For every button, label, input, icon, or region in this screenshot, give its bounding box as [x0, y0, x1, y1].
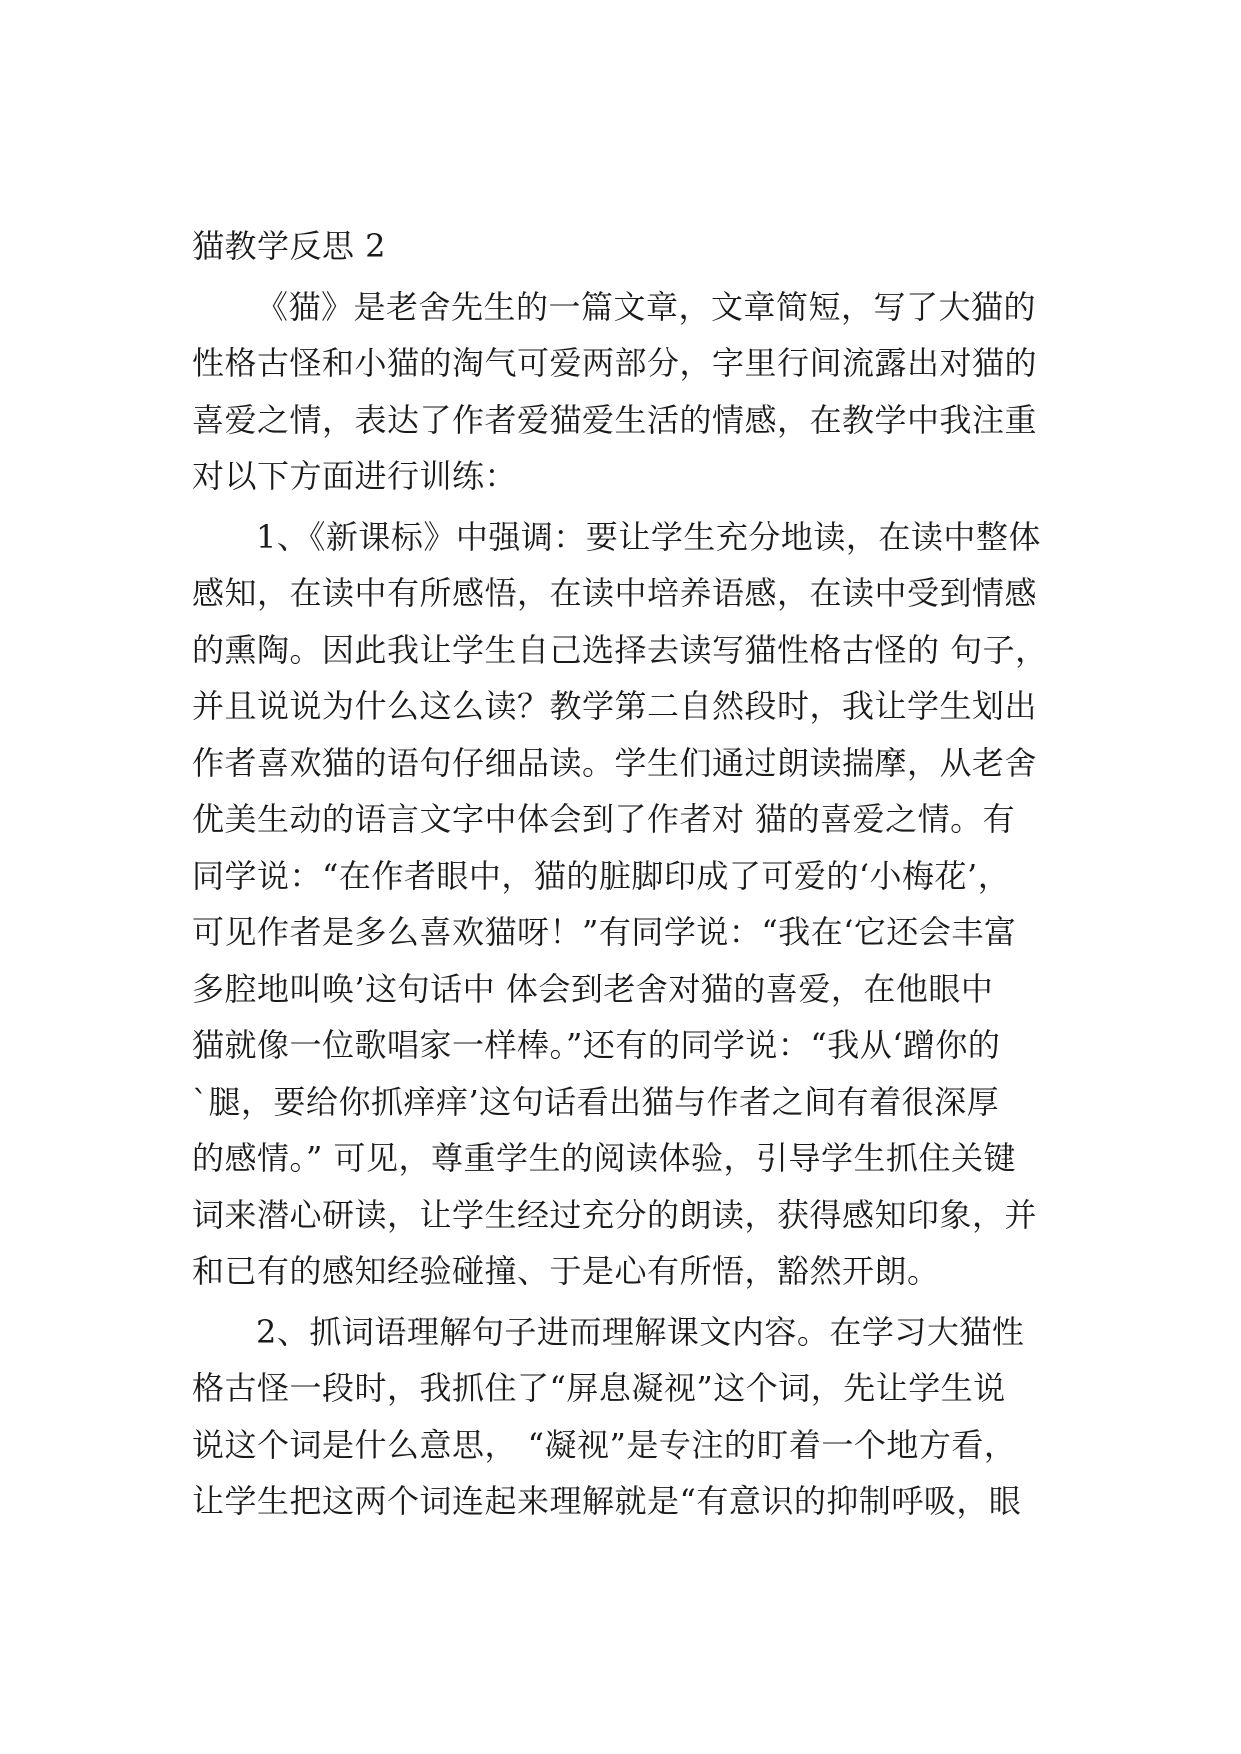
- paragraph-line: 和已有的感知经验碰撞、于是心有所悟，豁然开朗。: [192, 1252, 940, 1290]
- paragraph-line: 优美生动的语言文字中体会到了作者对 猫的喜爱之情。有: [192, 800, 1016, 838]
- paragraph-line: `腿，要给你抓痒痒’这句话看出猫与作者之间有着很深厚: [192, 1082, 1000, 1121]
- paragraph-line: 可见作者是多么喜欢猫呀！”有同学说：“我在‘它还会丰富: [192, 913, 1017, 951]
- paragraph-line: 的熏陶。因此我让学生自己选择去读写猫性格古怪的 句子，: [192, 630, 1048, 669]
- paragraph-line: 格古怪一段时，我抓住了“屏息凝视”这个词，先让学生说: [192, 1369, 1006, 1407]
- paragraph-line: 说这个词是什么意思， “凝视”是专注的盯着一个地方看，: [192, 1425, 1017, 1464]
- paragraph-line: 感知，在读中有所感悟，在读中培养语感，在读中受到情感: [192, 574, 1038, 612]
- paragraph-line: 的感情。” 可见，尊重学生的阅读体验，引导学生抓住关键: [192, 1139, 1017, 1177]
- paragraph-line: 喜爱之情，表达了作者爱猫爱生活的情感，在教学中我注重: [192, 400, 1038, 439]
- paragraph-2: [192, 509, 1072, 1300]
- paragraph-line: 作者喜欢猫的语句仔细品读。学生们通过朗读揣摩，从老舍: [192, 743, 1038, 782]
- paragraph-line: 2、抓词语理解句子进而理解课文内容。在学习大猫性: [256, 1312, 1025, 1351]
- document-page: [192, 218, 1072, 1530]
- paragraph-line: 让学生把这两个词连起来理解就是“有意识的抑制呼吸，眼: [192, 1482, 1022, 1520]
- paragraph-line: 词来潜心研读，让学生经过充分的朗读，获得感知印象，并: [192, 1195, 1038, 1234]
- paragraph-line: 同学说：“在作者眼中，猫的脏脚印成了可爱的‘小梅花’，: [192, 856, 1011, 895]
- paragraph-line: 猫就像一位歌唱家一样棒。”还有的同学说：“我从‘蹭你的: [192, 1026, 1001, 1064]
- paragraph-line: 对以下方面进行训练：: [192, 457, 518, 495]
- paragraph-line: 1、《新课标》中强调：要让学生充分地读，在读中整体: [256, 517, 1041, 556]
- paragraph-line: 并且说说为什么这么读？教学第二自然段时，我让学生划出: [192, 687, 1038, 725]
- paragraph-line: 性格古怪和小猫的淘气可爱两部分，字里行间流露出对猫的: [192, 344, 1038, 382]
- paragraph-line: 多腔地叫唤’这句话中 体会到老舍对猫的喜爱，在他眼中: [192, 969, 994, 1008]
- document-title: 猫教学反思 2: [192, 227, 387, 265]
- paragraph-1: [192, 279, 1072, 505]
- paragraph-3: [192, 1304, 1072, 1530]
- paragraph-line: 《猫》是老舍先生的一篇文章，文章简短，写了大猫的: [256, 287, 1037, 326]
